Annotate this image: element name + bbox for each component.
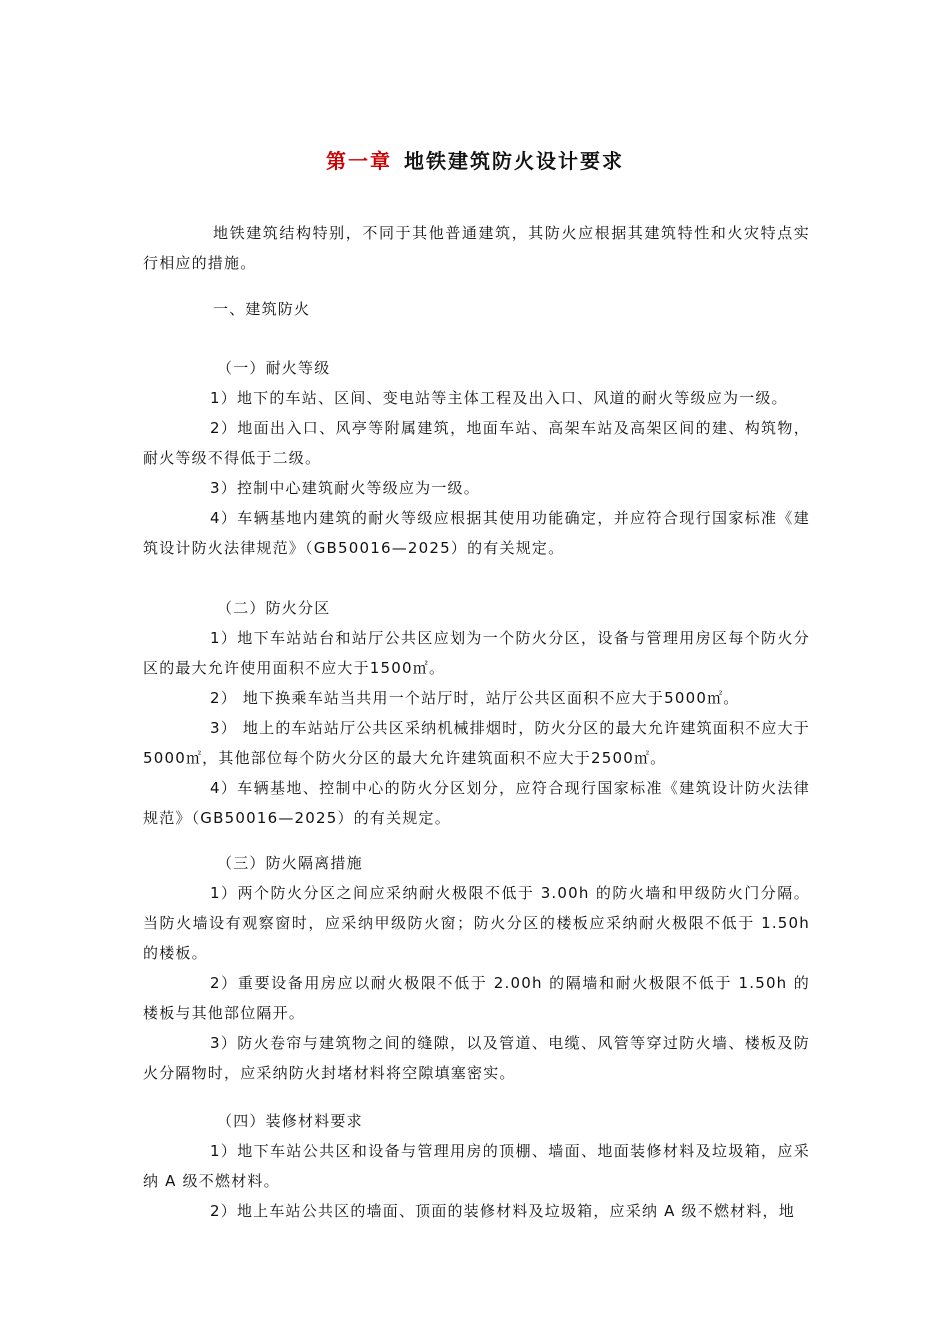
list-item: 1）地下车站公共区和设备与管理用房的顶棚、墙面、地面装修材料及垃圾箱，应采纳 A 级不燃材料。 xyxy=(143,1142,810,1190)
list-item: 2）地面出入口、风亭等附属建筑，地面车站、高架车站及高架区间的建、构筑物，耐火等级不得低于二级。 xyxy=(143,419,810,467)
subsection-fire-rating xyxy=(143,353,810,563)
list-item: 4）车辆基地、控制中心的防火分区划分，应符合现行国家标准《建筑设计防火法律规范》（GB50016—2025）的有关规定。 xyxy=(143,779,810,827)
section-1 xyxy=(143,294,810,324)
subsection-fire-separation xyxy=(143,848,810,1088)
list-item: 1）两个防火分区之间应采纳耐火极限不低于 3.00h 的防火墙和甲级防火门分隔。当防火墙设有观察窗时，应采纳甲级防火窗；防火分区的楼板应采纳耐火极限不低于 1.50h 的楼板。 xyxy=(143,884,810,962)
intro-block xyxy=(143,218,810,278)
list-item: 2）地上车站公共区的墙面、顶面的装修材料及垃圾箱，应采纳 A 级不燃材料，地 xyxy=(210,1202,795,1220)
subsection-heading: （三）防火隔离措施 xyxy=(217,854,363,872)
list-item: 2）重要设备用房应以耐火极限不低于 2.00h 的隔墙和耐火极限不低于 1.50h 的楼板与其他部位隔开。 xyxy=(143,974,810,1022)
list-item: 1）地下的车站、区间、变电站等主体工程及出入口、风道的耐火等级应为一级。 xyxy=(210,389,788,407)
list-item: 4）车辆基地内建筑的耐火等级应根据其使用功能确定，并应符合现行国家标准《建筑设计防火法律规范》（GB50016—2025）的有关规定。 xyxy=(143,509,810,557)
subsection-heading: （四）装修材料要求 xyxy=(217,1112,363,1130)
subsection-fire-compartment xyxy=(143,593,810,833)
list-item: 1）地下车站站台和站厅公共区应划为一个防火分区，设备与管理用房区每个防火分区的最大允许使用面积不应大于1500㎡。 xyxy=(143,629,810,677)
list-item: 3）防火卷帘与建筑物之间的缝隙，以及管道、电缆、风管等穿过防火墙、楼板及防火分隔物时，应采纳防火封堵材料将空隙填塞密实。 xyxy=(143,1034,810,1082)
subsection-heading: （二）防火分区 xyxy=(217,599,331,617)
subsection-finish-materials xyxy=(143,1106,810,1226)
chapter-title-text: 地铁建筑防火设计要求 xyxy=(404,149,624,173)
section-heading: 一、建筑防火 xyxy=(213,300,311,318)
subsection-heading: （一）耐火等级 xyxy=(217,359,331,377)
list-item: 2） 地下换乘车站当共用一个站厅时，站厅公共区面积不应大于5000㎡。 xyxy=(210,689,740,707)
chapter-number: 第一章 xyxy=(326,149,392,173)
intro-paragraph: 地铁建筑结构特别，不同于其他普通建筑，其防火应根据其建筑特性和火灾特点实行相应的措施。 xyxy=(143,224,810,272)
list-item: 3） 地上的车站站厅公共区采纳机械排烟时，防火分区的最大允许建筑面积不应大于5000㎡，其他部位每个防火分区的最大允许建筑面积不应大于2500㎡。 xyxy=(143,719,810,767)
list-item: 3）控制中心建筑耐火等级应为一级。 xyxy=(210,479,480,497)
chapter-title xyxy=(0,145,950,174)
